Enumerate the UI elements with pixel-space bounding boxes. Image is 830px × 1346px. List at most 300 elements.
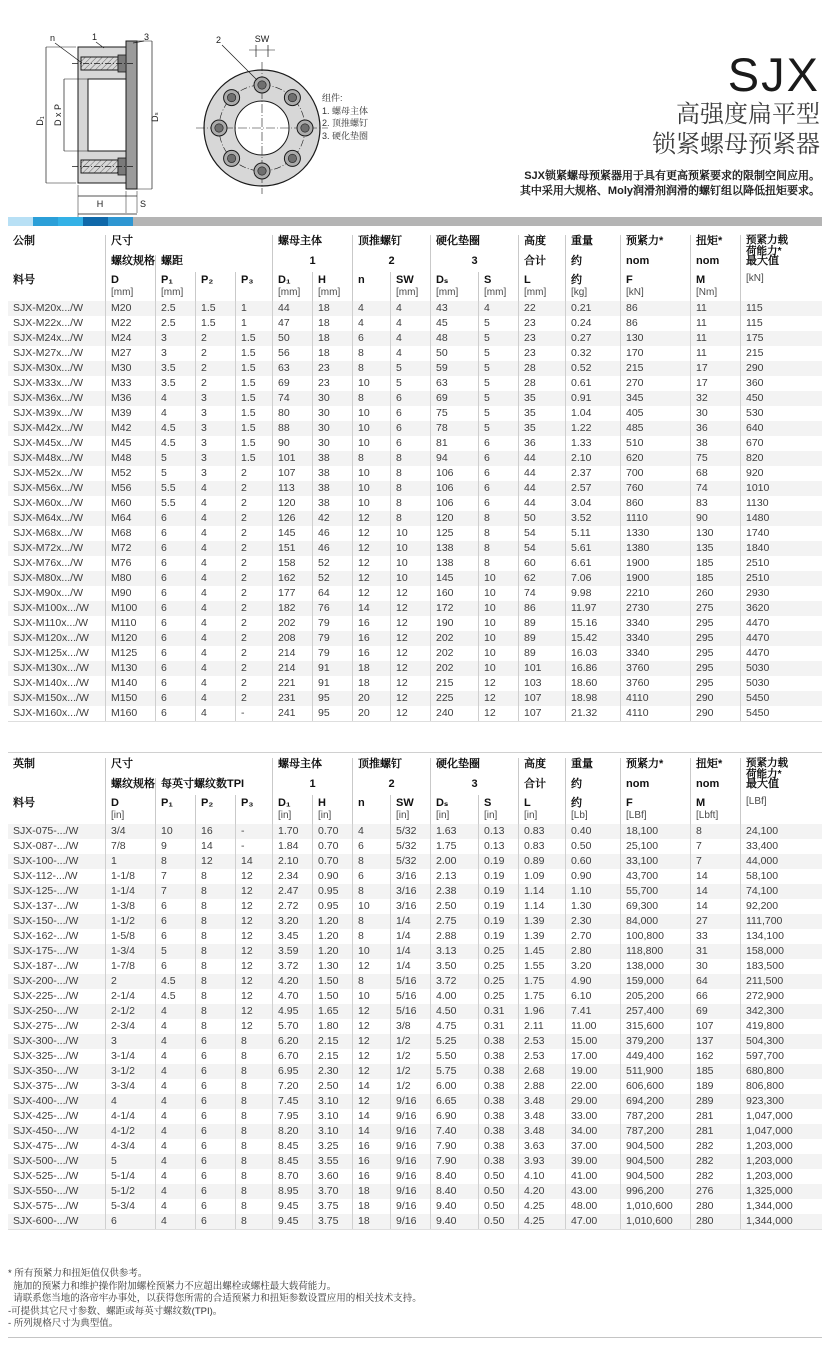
table-cell: 202	[430, 661, 478, 676]
table-cell: 4	[195, 496, 235, 511]
table-cell: 0.95	[312, 899, 352, 914]
table-cell: 10	[352, 376, 390, 391]
table-cell: 48.00	[565, 1199, 620, 1214]
table-cell: 6	[155, 586, 195, 601]
table-cell: 43.00	[565, 1184, 620, 1199]
table-cell: 4.75	[430, 1019, 478, 1034]
table-cell: 1.20	[312, 944, 352, 959]
table-cell: 2.15	[312, 1034, 352, 1049]
table-cell: 5	[390, 361, 430, 376]
table-cell: 7.41	[565, 1004, 620, 1019]
table-cell: M110	[105, 616, 155, 631]
table-cell: 1.30	[565, 899, 620, 914]
table-cell: 33	[690, 929, 740, 944]
table-cell: 16.86	[565, 661, 620, 676]
table-cell: 379,200	[620, 1034, 690, 1049]
table-cell: 48	[430, 331, 478, 346]
table-cell: 0.95	[312, 884, 352, 899]
table-cell: 1.50	[312, 989, 352, 1004]
table-cell: M20	[105, 301, 155, 316]
table-cell: 27	[690, 914, 740, 929]
table-row	[8, 854, 822, 869]
table-cell: 1.5	[235, 406, 272, 421]
table-cell: 3.48	[518, 1124, 565, 1139]
table-cell: 3.10	[312, 1109, 352, 1124]
table-cell: 17	[690, 361, 740, 376]
table-cell: 1-1/2	[105, 914, 155, 929]
table-cell: 504,300	[740, 1034, 822, 1049]
table-cell: 4110	[620, 691, 690, 706]
table-cell: 92,200	[740, 899, 822, 914]
table-cell: 190	[430, 616, 478, 631]
table-cell: 9/16	[390, 1169, 430, 1184]
table-cell: 4	[195, 511, 235, 526]
table-cell: 106	[430, 481, 478, 496]
table-cell: 1	[235, 301, 272, 316]
table-cell: M120	[105, 631, 155, 646]
table-cell: M100	[105, 601, 155, 616]
table-cell: 2.53	[518, 1049, 565, 1064]
header-capacity-line1: 预紧力载	[746, 757, 788, 769]
table-cell: 16.03	[565, 646, 620, 661]
table-row	[8, 1064, 822, 1079]
table-cell: 11.97	[565, 601, 620, 616]
table-cell: 8	[352, 451, 390, 466]
table-cell: 2	[235, 511, 272, 526]
table-cell: 282	[690, 1169, 740, 1184]
table-cell: 1.14	[518, 899, 565, 914]
table-cell: 113	[272, 481, 312, 496]
table-cell: 1-3/4	[105, 944, 155, 959]
table-cell: 4	[155, 1124, 195, 1139]
table-cell: 3.13	[430, 944, 478, 959]
table-cell: 6	[195, 1199, 235, 1214]
table-cell: 6	[390, 391, 430, 406]
table-cell: 295	[690, 631, 740, 646]
table-cell: 787,200	[620, 1109, 690, 1124]
text-line: - 所列规格尺寸为典型值。	[8, 1318, 119, 1329]
table-cell: 4	[155, 1109, 195, 1124]
table-cell: 4.95	[272, 1004, 312, 1019]
table-cell: 30	[312, 436, 352, 451]
table-cell: 23	[312, 376, 352, 391]
table-row	[8, 839, 822, 854]
table-cell: 64	[690, 974, 740, 989]
header-weight: 重量	[565, 235, 620, 255]
table-cell: M27	[105, 346, 155, 361]
table-cell: 6	[478, 436, 518, 451]
table-cell: 1.39	[518, 914, 565, 929]
table-cell: 2.80	[565, 944, 620, 959]
header-imperial: 英制	[13, 758, 35, 770]
table-cell: 6	[390, 406, 430, 421]
table-cell: 12	[235, 989, 272, 1004]
table-cell: SJX-M64x.../W	[13, 512, 84, 524]
table-cell: 5/32	[390, 854, 430, 869]
table-cell: 5/16	[390, 1004, 430, 1019]
table-cell: 9/16	[390, 1154, 430, 1169]
table-cell: 12	[235, 944, 272, 959]
table-cell: 137	[690, 1034, 740, 1049]
table-cell: 7	[690, 854, 740, 869]
table-cell: 4-1/2	[105, 1124, 155, 1139]
table-cell: 3.52	[565, 511, 620, 526]
table-cell: SJX-300-.../W	[13, 1035, 79, 1047]
table-cell: 101	[518, 661, 565, 676]
table-cell: 275	[690, 601, 740, 616]
table-cell: 3620	[740, 601, 822, 616]
table-cell: 0.83	[518, 824, 565, 839]
table-cell: 25,100	[620, 839, 690, 854]
table-cell: 282	[690, 1154, 740, 1169]
table-cell: 2	[235, 586, 272, 601]
table-cell: 9/16	[390, 1184, 430, 1199]
table-cell: 8	[352, 929, 390, 944]
table-cell: 904,500	[620, 1154, 690, 1169]
table-cell: 4	[390, 346, 430, 361]
table-row	[8, 361, 822, 376]
table-cell: 6	[195, 1169, 235, 1184]
table-cell: 2.10	[565, 451, 620, 466]
table-cell: 8.40	[430, 1184, 478, 1199]
table-cell: 290	[690, 691, 740, 706]
table-cell: 162	[690, 1049, 740, 1064]
table-cell: 91	[312, 676, 352, 691]
column-header: SW [mm]	[390, 272, 430, 301]
table-cell: 7.45	[272, 1094, 312, 1109]
table-cell: 9/16	[390, 1124, 430, 1139]
table-cell: 6.65	[430, 1094, 478, 1109]
table-cell: 6	[195, 1139, 235, 1154]
table-cell: 4	[195, 571, 235, 586]
table-cell: 10	[478, 631, 518, 646]
table-cell: 90	[690, 511, 740, 526]
table-cell: SJX-M130x.../W	[13, 662, 89, 674]
table-cell: 1840	[740, 541, 822, 556]
table-cell: 6	[155, 556, 195, 571]
table-cell: 6	[155, 661, 195, 676]
table-cell: 904,500	[620, 1139, 690, 1154]
table-cell: 4	[155, 1064, 195, 1079]
table-cell: 6.90	[430, 1109, 478, 1124]
header-nut-body: 螺母主体	[272, 235, 352, 255]
table-cell: 1.5	[235, 436, 272, 451]
table-cell: 8	[235, 1109, 272, 1124]
accent-bar	[8, 217, 822, 226]
table-cell: 202	[430, 631, 478, 646]
table-cell: 50	[430, 346, 478, 361]
table-cell: 10	[352, 899, 390, 914]
table-cell: 5030	[740, 661, 822, 676]
table-row	[8, 436, 822, 451]
table-cell: 16	[352, 631, 390, 646]
table-cell: 8	[352, 974, 390, 989]
table-cell: SJX-M56x.../W	[13, 482, 84, 494]
table-row	[8, 331, 822, 346]
subheader-2: 2	[352, 778, 430, 795]
imperial-table	[8, 752, 822, 1230]
table-cell: 6	[478, 481, 518, 496]
table-cell: 8	[478, 556, 518, 571]
table-cell: 130	[690, 526, 740, 541]
table-cell: 138,000	[620, 959, 690, 974]
table-cell: SJX-575-.../W	[13, 1200, 79, 1212]
table-cell: 2.30	[312, 1064, 352, 1079]
table-cell: 158	[272, 556, 312, 571]
table-cell: 1.75	[518, 989, 565, 1004]
table-cell: 1.75	[430, 839, 478, 854]
table-cell: 3	[105, 1034, 155, 1049]
table-cell: 10	[390, 526, 430, 541]
table-cell: 4.20	[272, 974, 312, 989]
table-cell: 4.20	[518, 1184, 565, 1199]
table-cell: 0.19	[478, 929, 518, 944]
table-cell: 5450	[740, 706, 822, 721]
table-cell: 6	[155, 929, 195, 944]
table-cell: 3.75	[312, 1199, 352, 1214]
header-capacity	[740, 235, 822, 255]
table-cell: 79	[312, 616, 352, 631]
callout-1: 1	[92, 33, 98, 42]
table-cell: 18	[312, 346, 352, 361]
table-cell: 214	[272, 646, 312, 661]
table-cell: SJX-M52x.../W	[13, 467, 84, 479]
table-cell: SJX-M110x.../W	[13, 617, 89, 629]
table-cell: 3.75	[312, 1214, 352, 1229]
table-cell: 90	[272, 436, 312, 451]
table-cell: 9	[155, 839, 195, 854]
table-cell: 8	[195, 869, 235, 884]
header-preload: 预紧力*	[620, 758, 690, 778]
table-cell: 23	[312, 361, 352, 376]
table-cell: SJX-M39x.../W	[13, 407, 84, 419]
subheader-total: 合计	[518, 255, 565, 272]
bar-segment	[83, 217, 108, 226]
dim-label-ds: Dₛ	[150, 112, 160, 122]
column-header: P₂	[195, 272, 235, 301]
table-cell: 16	[352, 1169, 390, 1184]
table-cell: 3-3/4	[105, 1079, 155, 1094]
column-header: 约 [kg]	[565, 272, 620, 301]
table-cell: 10	[390, 541, 430, 556]
callout-n: n	[50, 33, 56, 43]
table-cell: 1.39	[518, 929, 565, 944]
column-header: S [mm]	[478, 272, 518, 301]
table-cell: 4	[195, 556, 235, 571]
table-cell: 12	[390, 661, 430, 676]
table-cell: 106	[430, 466, 478, 481]
table-cell: 7.90	[430, 1154, 478, 1169]
table-cell: 2	[235, 646, 272, 661]
table-cell: 33,400	[740, 839, 822, 854]
text-line: * 所有预紧力和扭矩值仅供参考。	[8, 1268, 148, 1279]
table-cell: 4.25	[518, 1214, 565, 1229]
table-cell: 2	[235, 631, 272, 646]
table-cell: 4470	[740, 646, 822, 661]
table-cell: 3760	[620, 676, 690, 691]
table-cell: 145	[430, 571, 478, 586]
table-cell: 0.25	[478, 944, 518, 959]
table-cell: 1.75	[518, 974, 565, 989]
table-cell: 56	[272, 346, 312, 361]
table-cell: 0.24	[565, 316, 620, 331]
table-row	[8, 691, 822, 706]
table-cell: 1.10	[565, 884, 620, 899]
table-cell: 1.20	[312, 914, 352, 929]
table-cell: 50	[518, 511, 565, 526]
table-cell: 1,047,000	[740, 1109, 822, 1124]
table-cell: 8	[352, 346, 390, 361]
table-cell: 4	[478, 301, 518, 316]
table-cell: 923,300	[740, 1094, 822, 1109]
table-cell: 1.84	[272, 839, 312, 854]
table-cell: 280	[690, 1199, 740, 1214]
table-cell: 2-1/4	[105, 989, 155, 1004]
table-cell: 8.70	[272, 1169, 312, 1184]
table-cell: 8	[235, 1139, 272, 1154]
table-cell: 12	[352, 959, 390, 974]
table-cell: 4	[195, 691, 235, 706]
table-cell: 6	[155, 571, 195, 586]
table-cell: 3	[195, 391, 235, 406]
page-header	[0, 0, 830, 217]
table-cell: 405	[620, 406, 690, 421]
table-cell: 10	[352, 466, 390, 481]
table-cell: 3.10	[312, 1094, 352, 1109]
table-cell: 1.22	[565, 421, 620, 436]
table-cell: 2	[235, 556, 272, 571]
column-header: [LBf]	[740, 795, 822, 824]
table-cell: 6	[195, 1064, 235, 1079]
table-cell: 6	[155, 646, 195, 661]
table-cell: 11	[690, 301, 740, 316]
table-cell: 1,203,000	[740, 1169, 822, 1184]
table-row	[8, 586, 822, 601]
table-cell: 12	[235, 929, 272, 944]
table-cell: 511,900	[620, 1064, 690, 1079]
table-cell: 14	[352, 1079, 390, 1094]
table-cell: 0.50	[565, 839, 620, 854]
table-cell: 5450	[740, 691, 822, 706]
table-cell: 5/32	[390, 824, 430, 839]
table-cell: 3-1/4	[105, 1049, 155, 1064]
table-cell: 84,000	[620, 914, 690, 929]
table-cell: 530	[740, 406, 822, 421]
table-cell: 2.53	[518, 1034, 565, 1049]
header-washer: 硬化垫圈	[430, 235, 518, 255]
table-cell: SJX-M160x.../W	[13, 707, 89, 719]
table-row	[8, 406, 822, 421]
table-cell: 16	[352, 616, 390, 631]
table-cell: 1.63	[430, 824, 478, 839]
table-cell: 3.63	[518, 1139, 565, 1154]
table-cell: 295	[690, 616, 740, 631]
table-cell: 6.20	[272, 1034, 312, 1049]
table-cell: 30	[690, 406, 740, 421]
bottom-rule	[8, 1337, 822, 1338]
table-cell: SJX-450-.../W	[13, 1125, 79, 1137]
table-cell: 135	[690, 541, 740, 556]
table-cell: 0.21	[565, 301, 620, 316]
table-row	[8, 646, 822, 661]
subheader-approx: 约	[565, 778, 620, 795]
table-cell: M72	[105, 541, 155, 556]
table-cell: 1.96	[518, 1004, 565, 1019]
table-cell: 10	[352, 989, 390, 1004]
table-cell: 138	[430, 541, 478, 556]
bar-segment	[8, 217, 33, 226]
table-cell: 2.30	[565, 914, 620, 929]
column-header: 约 [Lb]	[565, 795, 620, 824]
table-cell: 74	[690, 481, 740, 496]
table-cell: SJX-400-.../W	[13, 1095, 79, 1107]
table-cell: 3340	[620, 646, 690, 661]
column-header: S [in]	[478, 795, 518, 824]
table-cell: 700	[620, 466, 690, 481]
bar-segment	[33, 217, 58, 226]
table-cell: 28	[518, 376, 565, 391]
table-cell: 5/32	[390, 839, 430, 854]
table-cell: SJX-200-.../W	[13, 975, 79, 987]
table-cell: 18	[312, 301, 352, 316]
table-cell: 0.38	[478, 1139, 518, 1154]
table-cell: 2.10	[272, 854, 312, 869]
table-row	[8, 899, 822, 914]
table-cell: 7.06	[565, 571, 620, 586]
table-cell: 1.65	[312, 1004, 352, 1019]
column-header: F [LBf]	[620, 795, 690, 824]
table-cell: 0.89	[518, 854, 565, 869]
table-cell: 8	[195, 989, 235, 1004]
table-cell: 145	[272, 526, 312, 541]
table-cell: 11	[690, 316, 740, 331]
text-line: 施加的预紧力和维护操作附加螺栓预紧力不应超出螺栓或螺柱最大载荷能力。	[8, 1280, 337, 1292]
table-cell: 7	[690, 839, 740, 854]
table-cell: 2.34	[272, 869, 312, 884]
table-cell: 125	[430, 526, 478, 541]
table-cell: 22.00	[565, 1079, 620, 1094]
page-title: SJX	[727, 48, 820, 101]
column-header: D₁ [in]	[272, 795, 312, 824]
table-cell: 8.45	[272, 1139, 312, 1154]
table-cell: 4110	[620, 706, 690, 721]
table-cell: 8	[155, 854, 195, 869]
table-cell: 16	[352, 646, 390, 661]
table-cell: 1.5	[195, 301, 235, 316]
table-cell: 606,600	[620, 1079, 690, 1094]
table-row	[8, 601, 822, 616]
table-cell: 8	[390, 496, 430, 511]
table-cell: 42	[312, 511, 352, 526]
table-cell: M160	[105, 706, 155, 721]
table-cell: 6	[352, 331, 390, 346]
table-cell: 126	[272, 511, 312, 526]
table-cell: M125	[105, 646, 155, 661]
table-cell: 0.25	[478, 959, 518, 974]
column-header: P₁ [mm]	[155, 272, 195, 301]
table-cell: 10	[352, 496, 390, 511]
table-cell: 1	[235, 316, 272, 331]
table-cell: 3.60	[312, 1169, 352, 1184]
header-preload: 预紧力*	[620, 235, 690, 255]
table-row	[8, 706, 822, 721]
table-cell: SJX-150-.../W	[13, 915, 79, 927]
table-cell: 2	[235, 601, 272, 616]
table-cell: 2	[195, 331, 235, 346]
table-cell: 0.70	[312, 854, 352, 869]
table-cell: 12	[235, 1019, 272, 1034]
table-cell: 2	[105, 974, 155, 989]
